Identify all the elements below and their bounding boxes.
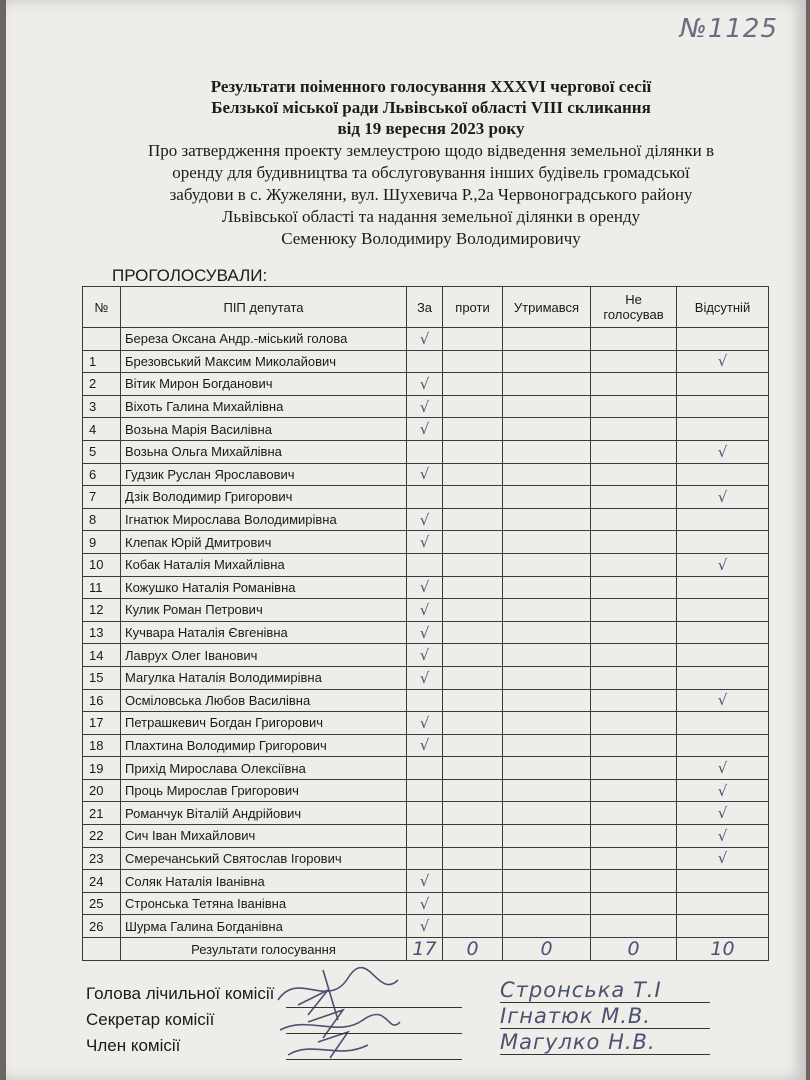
vote-for <box>407 689 443 712</box>
vote-abstained <box>503 350 591 373</box>
vote-absent: √ <box>677 779 769 802</box>
vote-abstained <box>503 802 591 825</box>
vote-abstained <box>503 599 591 622</box>
signature-rule-secretary <box>286 1033 462 1034</box>
vote-for: √ <box>407 328 443 351</box>
vote-not-voted <box>591 915 677 938</box>
row-number: 16 <box>83 689 121 712</box>
vote-abstained <box>503 553 591 576</box>
table-row <box>83 576 769 599</box>
deputy-name: Кобак Наталія Михайлівна <box>121 553 407 576</box>
row-number: 13 <box>83 621 121 644</box>
deputy-name: Возьна Ольга Михайлівна <box>121 440 407 463</box>
vote-absent <box>677 463 769 486</box>
row-number: 18 <box>83 734 121 757</box>
vote-against <box>443 599 503 622</box>
table-row <box>83 463 769 486</box>
vote-against <box>443 757 503 780</box>
table-row <box>83 350 769 373</box>
vote-not-voted <box>591 847 677 870</box>
deputy-name: Віхоть Галина Михайлівна <box>121 395 407 418</box>
vote-against <box>443 644 503 667</box>
deputy-name: Шурма Галина Богданівна <box>121 915 407 938</box>
vote-abstained <box>503 508 591 531</box>
vote-abstained <box>503 734 591 757</box>
vote-against <box>443 734 503 757</box>
vote-absent <box>677 644 769 667</box>
signature-rule-chair <box>286 1007 462 1008</box>
vote-absent <box>677 870 769 893</box>
vote-absent <box>677 621 769 644</box>
vote-against <box>443 373 503 396</box>
vote-for: √ <box>407 892 443 915</box>
vote-abstained <box>503 486 591 509</box>
vote-for: √ <box>407 712 443 735</box>
deputy-name: Сич Іван Михайлович <box>121 825 407 848</box>
row-number: 24 <box>83 870 121 893</box>
vote-for <box>407 847 443 870</box>
vote-abstained <box>503 779 591 802</box>
table-row <box>83 621 769 644</box>
vote-abstained <box>503 576 591 599</box>
vote-absent: √ <box>677 825 769 848</box>
vote-absent: √ <box>677 802 769 825</box>
vote-absent <box>677 599 769 622</box>
table-row <box>83 644 769 667</box>
table-row <box>83 825 769 848</box>
deputy-name: Стронська Тетяна Іванівна <box>121 892 407 915</box>
vote-abstained <box>503 847 591 870</box>
document-header <box>86 76 776 249</box>
vote-for: √ <box>407 734 443 757</box>
vote-against <box>443 779 503 802</box>
table-row <box>83 486 769 509</box>
vote-against <box>443 440 503 463</box>
signature-label-member: Член комісії <box>86 1036 181 1055</box>
col-header-number: № <box>83 287 121 328</box>
table-row <box>83 418 769 441</box>
table-row <box>83 734 769 757</box>
vote-for: √ <box>407 915 443 938</box>
subject-line-4: Львівської області та надання земельної ділянки в оренду <box>221 207 641 226</box>
row-number: 8 <box>83 508 121 531</box>
table-row <box>83 531 769 554</box>
table-row <box>83 915 769 938</box>
vote-abstained <box>503 328 591 351</box>
document-sheet <box>6 0 806 1080</box>
vote-for <box>407 757 443 780</box>
vote-abstained <box>503 892 591 915</box>
vote-against <box>443 328 503 351</box>
table-row <box>83 553 769 576</box>
vote-absent <box>677 508 769 531</box>
row-number: 9 <box>83 531 121 554</box>
row-number: 6 <box>83 463 121 486</box>
col-header-abstained: Утримався <box>503 287 591 328</box>
vote-for: √ <box>407 666 443 689</box>
vote-table-body <box>83 328 769 938</box>
vote-not-voted <box>591 689 677 712</box>
vote-not-voted <box>591 463 677 486</box>
row-number: 1 <box>83 350 121 373</box>
table-row <box>83 757 769 780</box>
deputy-name: Клепак Юрій Дмитрович <box>121 531 407 554</box>
vote-for: √ <box>407 395 443 418</box>
table-row <box>83 599 769 622</box>
deputy-name: Лаврух Олег Іванович <box>121 644 407 667</box>
row-number: 25 <box>83 892 121 915</box>
deputy-name: Плахтина Володимир Григорович <box>121 734 407 757</box>
vote-for: √ <box>407 599 443 622</box>
signatures-block <box>86 978 776 1062</box>
signature-line-member <box>86 1030 776 1062</box>
deputy-name: Кучвара Наталія Євгенівна <box>121 621 407 644</box>
vote-for: √ <box>407 870 443 893</box>
vote-for: √ <box>407 373 443 396</box>
vote-not-voted <box>591 486 677 509</box>
signature-name-secretary: Ігнатюк М.В. <box>500 1004 710 1029</box>
row-number: 15 <box>83 666 121 689</box>
table-row <box>83 328 769 351</box>
vote-for <box>407 825 443 848</box>
total-abstained: 0 <box>503 938 591 961</box>
vote-against <box>443 508 503 531</box>
vote-against <box>443 802 503 825</box>
vote-abstained <box>503 621 591 644</box>
vote-absent: √ <box>677 440 769 463</box>
vote-abstained <box>503 915 591 938</box>
deputy-name: Гудзик Руслан Ярославович <box>121 463 407 486</box>
vote-against <box>443 395 503 418</box>
vote-abstained <box>503 712 591 735</box>
results-row <box>83 938 769 961</box>
table-row <box>83 689 769 712</box>
vote-abstained <box>503 644 591 667</box>
vote-absent <box>677 915 769 938</box>
vote-for <box>407 802 443 825</box>
vote-not-voted <box>591 712 677 735</box>
document-number: №1125 <box>679 14 778 44</box>
table-row <box>83 666 769 689</box>
vote-not-voted <box>591 440 677 463</box>
vote-not-voted <box>591 802 677 825</box>
row-number: 21 <box>83 802 121 825</box>
deputy-name: Кулик Роман Петрович <box>121 599 407 622</box>
vote-for <box>407 440 443 463</box>
vote-absent <box>677 576 769 599</box>
table-row <box>83 373 769 396</box>
vote-absent <box>677 531 769 554</box>
results-label: Результати голосування <box>121 938 407 961</box>
vote-against <box>443 463 503 486</box>
vote-not-voted <box>591 779 677 802</box>
row-number: 3 <box>83 395 121 418</box>
signature-name-chair: Стронська Т.І <box>500 978 710 1003</box>
vote-abstained <box>503 373 591 396</box>
table-row <box>83 508 769 531</box>
deputy-name: Береза Оксана Андр.-міський голова <box>121 328 407 351</box>
row-number: 22 <box>83 825 121 848</box>
table-row <box>83 870 769 893</box>
vote-abstained <box>503 870 591 893</box>
signature-label-chair: Голова лічильної комісії <box>86 984 275 1003</box>
vote-not-voted <box>591 418 677 441</box>
deputy-name: Вітик Мирон Богданович <box>121 373 407 396</box>
vote-against <box>443 712 503 735</box>
vote-against <box>443 621 503 644</box>
vote-for <box>407 553 443 576</box>
table-row <box>83 440 769 463</box>
row-number: 23 <box>83 847 121 870</box>
voted-label: ПРОГОЛОСУВАЛИ: <box>112 266 268 285</box>
vote-against <box>443 350 503 373</box>
vote-against <box>443 870 503 893</box>
subject-line-3: забудови в с. Жужеляни, вул. Шухевича Р.,2а Червоноградського району <box>169 185 693 204</box>
vote-absent <box>677 892 769 915</box>
row-number: 5 <box>83 440 121 463</box>
vote-abstained <box>503 666 591 689</box>
deputy-name: Романчук Віталій Андрійович <box>121 802 407 825</box>
deputy-name: Смеречанський Святослав Ігорович <box>121 847 407 870</box>
deputy-name: Прихід Мирослава Олексіївна <box>121 757 407 780</box>
total-absent: 10 <box>677 938 769 961</box>
title-line-1: Результати поіменного голосування XXXVI чергової сесії <box>210 77 652 96</box>
row-number <box>83 328 121 351</box>
vote-not-voted <box>591 621 677 644</box>
total-for: 17 <box>407 938 443 961</box>
row-number: 2 <box>83 373 121 396</box>
deputy-name: Петрашкевич Богдан Григорович <box>121 712 407 735</box>
vote-absent <box>677 712 769 735</box>
vote-absent <box>677 373 769 396</box>
vote-absent: √ <box>677 553 769 576</box>
subject-line-1: Про затвердження проекту землеустрою щодо відведення земельної ділянки в <box>148 141 714 160</box>
row-number: 4 <box>83 418 121 441</box>
row-number: 14 <box>83 644 121 667</box>
row-number: 12 <box>83 599 121 622</box>
signature-rule-member <box>286 1059 462 1060</box>
vote-abstained <box>503 418 591 441</box>
vote-against <box>443 531 503 554</box>
table-header-row <box>83 287 769 328</box>
vote-for <box>407 350 443 373</box>
vote-abstained <box>503 825 591 848</box>
vote-not-voted <box>591 757 677 780</box>
vote-against <box>443 915 503 938</box>
vote-not-voted <box>591 553 677 576</box>
vote-for: √ <box>407 463 443 486</box>
table-row <box>83 802 769 825</box>
deputy-name: Возьна Марія Василівна <box>121 418 407 441</box>
vote-absent <box>677 734 769 757</box>
row-number: 7 <box>83 486 121 509</box>
col-header-against: проти <box>443 287 503 328</box>
col-header-not-voted: Не голосував <box>591 287 677 328</box>
subject-line-2: оренду для будивництва та обслуговування інших будівель громадської <box>172 163 690 182</box>
vote-for: √ <box>407 418 443 441</box>
vote-table <box>82 286 769 961</box>
vote-absent: √ <box>677 847 769 870</box>
vote-abstained <box>503 440 591 463</box>
row-number: 17 <box>83 712 121 735</box>
vote-abstained <box>503 463 591 486</box>
vote-for <box>407 779 443 802</box>
vote-absent: √ <box>677 486 769 509</box>
vote-not-voted <box>591 825 677 848</box>
vote-not-voted <box>591 395 677 418</box>
vote-absent <box>677 328 769 351</box>
vote-not-voted <box>591 599 677 622</box>
deputy-name: Ігнатюк Мирослава Володимирівна <box>121 508 407 531</box>
vote-for: √ <box>407 576 443 599</box>
vote-abstained <box>503 689 591 712</box>
row-number: 20 <box>83 779 121 802</box>
vote-absent <box>677 395 769 418</box>
title-line-3: від 19 вересня 2023 року <box>337 119 525 138</box>
vote-against <box>443 418 503 441</box>
results-empty-cell <box>83 938 121 961</box>
table-row <box>83 779 769 802</box>
vote-against <box>443 486 503 509</box>
col-header-name: ПІП депутата <box>121 287 407 328</box>
vote-abstained <box>503 395 591 418</box>
table-row <box>83 395 769 418</box>
row-number: 19 <box>83 757 121 780</box>
vote-against <box>443 825 503 848</box>
vote-against <box>443 553 503 576</box>
vote-against <box>443 847 503 870</box>
vote-absent <box>677 666 769 689</box>
row-number: 26 <box>83 915 121 938</box>
vote-not-voted <box>591 870 677 893</box>
title-line-2: Белзької міської ради Львівської області VIII скликання <box>211 98 651 117</box>
vote-against <box>443 892 503 915</box>
vote-not-voted <box>591 373 677 396</box>
deputy-name: Магулка Наталія Володимирівна <box>121 666 407 689</box>
vote-not-voted <box>591 508 677 531</box>
vote-absent <box>677 418 769 441</box>
vote-against <box>443 689 503 712</box>
vote-for: √ <box>407 621 443 644</box>
deputy-name: Проць Мирослав Григорович <box>121 779 407 802</box>
col-header-for: За <box>407 287 443 328</box>
vote-for: √ <box>407 531 443 554</box>
vote-not-voted <box>591 644 677 667</box>
row-number: 10 <box>83 553 121 576</box>
vote-abstained <box>503 531 591 554</box>
row-number: 11 <box>83 576 121 599</box>
vote-not-voted <box>591 328 677 351</box>
vote-absent: √ <box>677 689 769 712</box>
vote-against <box>443 576 503 599</box>
subject-line-5: Семенюку Володимиру Володимировичу <box>281 229 581 248</box>
col-header-absent: Відсутній <box>677 287 769 328</box>
signature-label-secretary: Секретар комісії <box>86 1010 215 1029</box>
vote-against <box>443 666 503 689</box>
vote-not-voted <box>591 734 677 757</box>
total-against: 0 <box>443 938 503 961</box>
deputy-name: Кожушко Наталія Романівна <box>121 576 407 599</box>
deputy-name: Брезовський Максим Миколайович <box>121 350 407 373</box>
vote-for: √ <box>407 508 443 531</box>
total-not-voted: 0 <box>591 938 677 961</box>
vote-not-voted <box>591 666 677 689</box>
vote-for: √ <box>407 644 443 667</box>
vote-not-voted <box>591 892 677 915</box>
vote-not-voted <box>591 576 677 599</box>
vote-absent: √ <box>677 350 769 373</box>
deputy-name: Осміловська Любов Василівна <box>121 689 407 712</box>
table-row <box>83 712 769 735</box>
table-row <box>83 892 769 915</box>
vote-absent: √ <box>677 757 769 780</box>
deputy-name: Дзік Володимир Григорович <box>121 486 407 509</box>
vote-abstained <box>503 757 591 780</box>
signature-name-member: Магулко Н.В. <box>500 1030 710 1055</box>
deputy-name: Соляк Наталія Іванівна <box>121 870 407 893</box>
vote-not-voted <box>591 531 677 554</box>
table-row <box>83 847 769 870</box>
vote-not-voted <box>591 350 677 373</box>
vote-for <box>407 486 443 509</box>
